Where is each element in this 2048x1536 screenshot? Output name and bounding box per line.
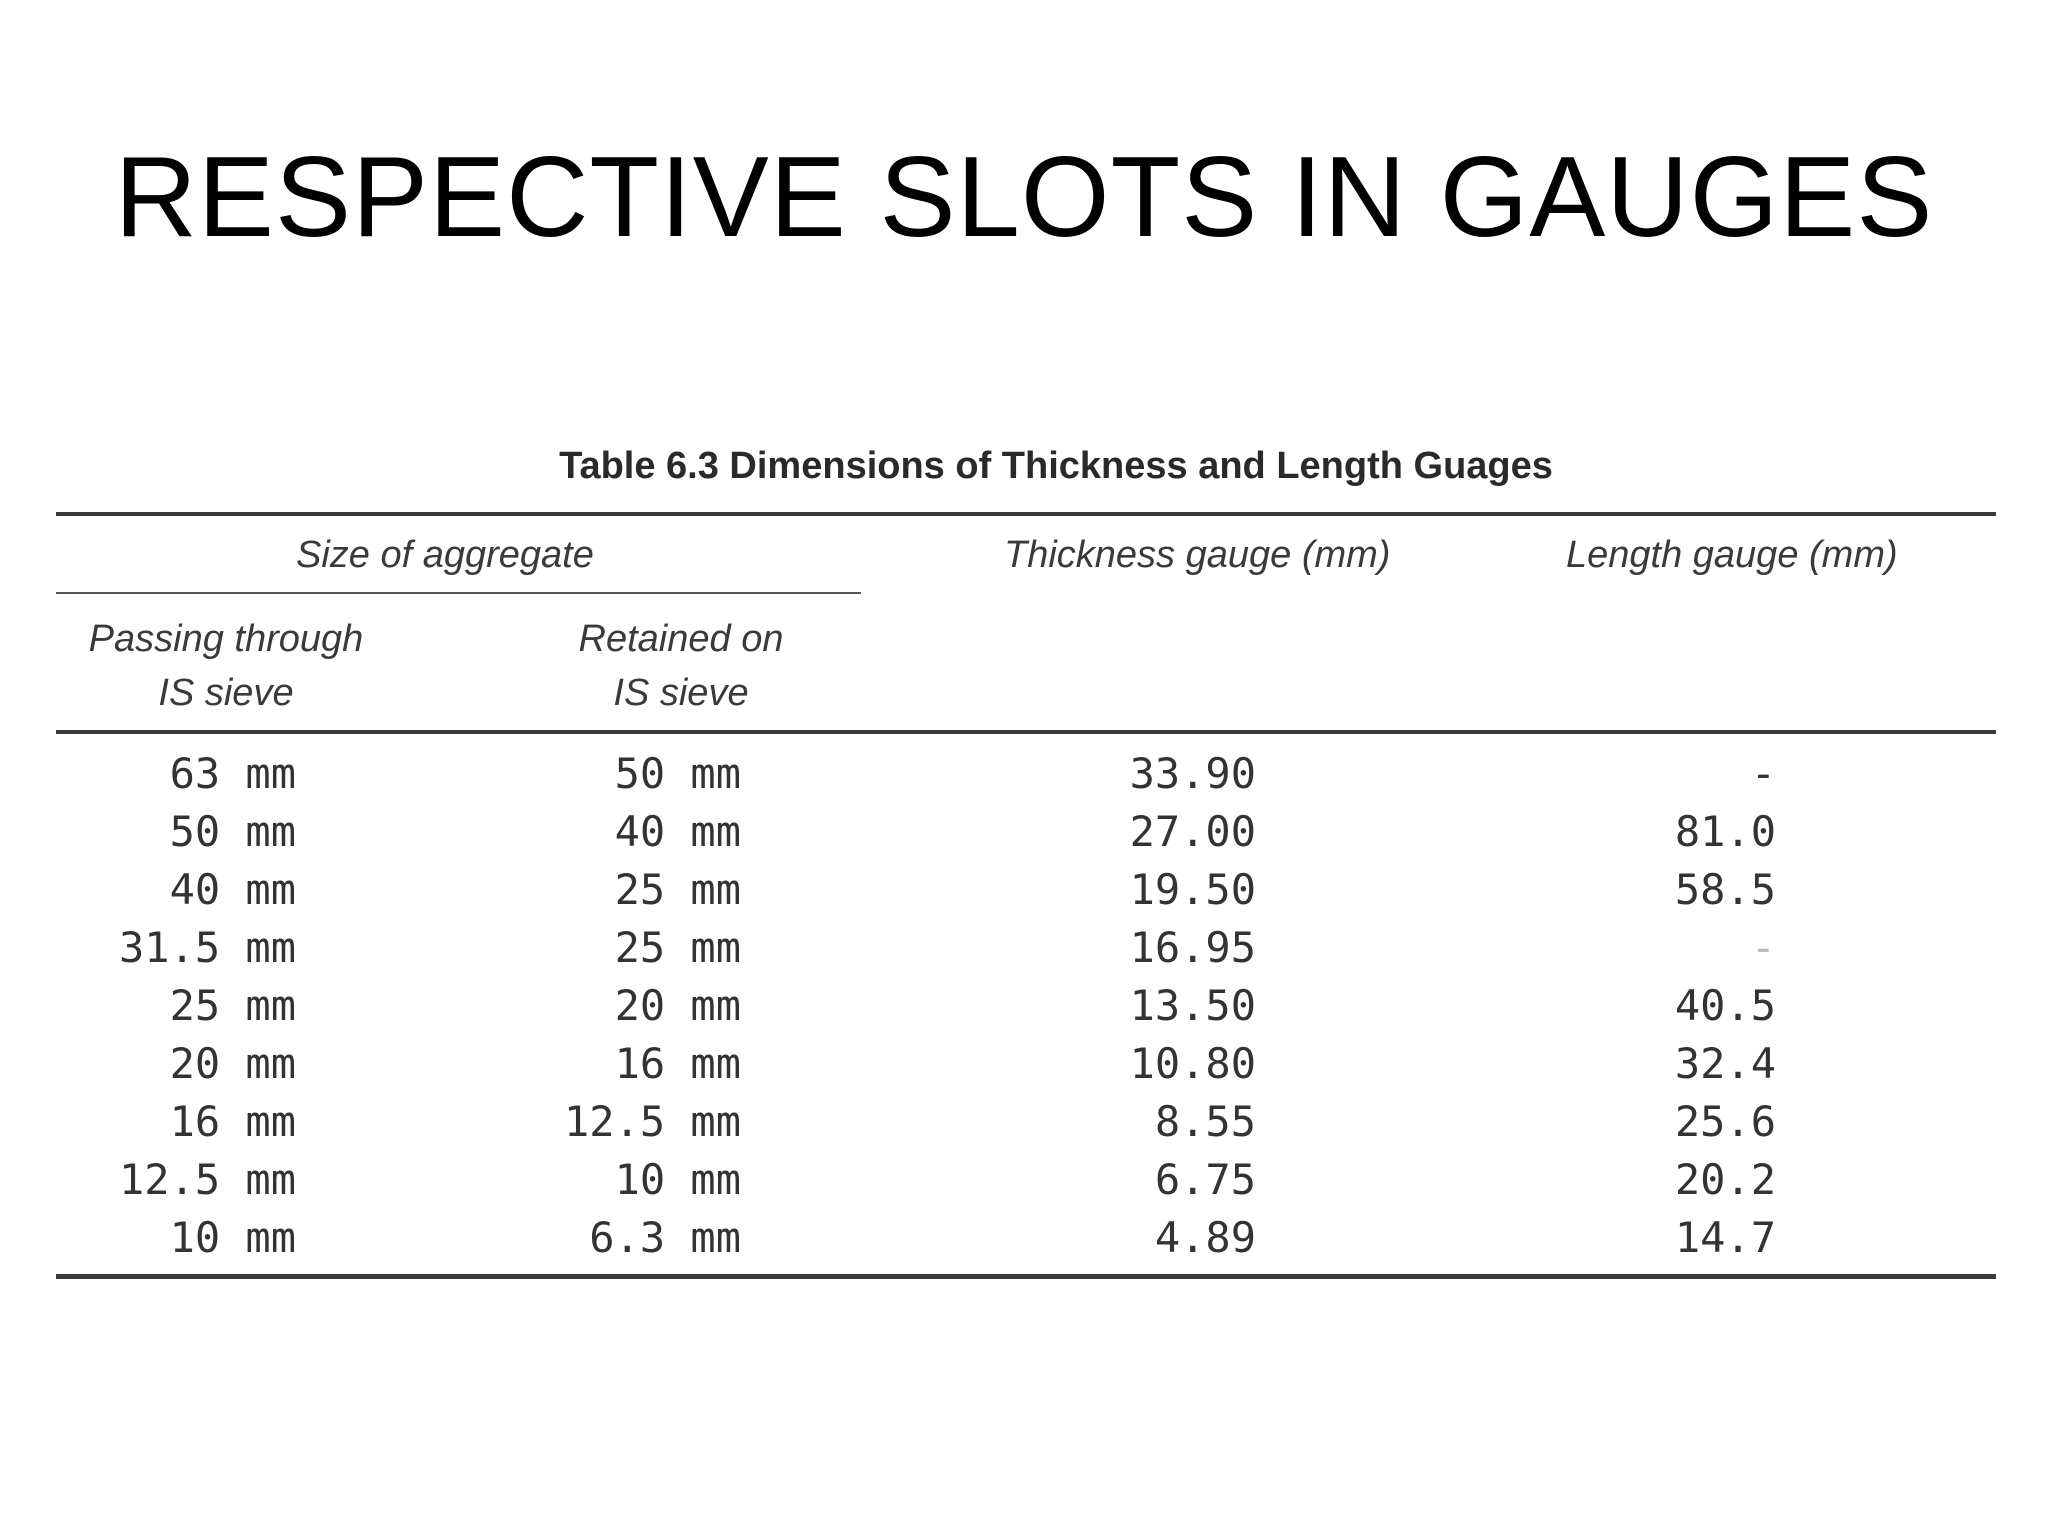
cell-retained: 6.3 mm bbox=[589, 1213, 741, 1262]
cell-length: 32.4 bbox=[1674, 1039, 1776, 1088]
table-body bbox=[56, 745, 1996, 1267]
cell-thickness: 6.75 bbox=[1154, 1155, 1256, 1204]
cell-retained: 20 mm bbox=[614, 981, 741, 1030]
group-header-rule bbox=[56, 592, 861, 594]
cell-thickness: 19.50 bbox=[1129, 865, 1256, 914]
cell-length: 40.5 bbox=[1674, 981, 1776, 1030]
gauge-dimensions-table bbox=[56, 440, 1996, 1262]
cell-length: 58.5 bbox=[1674, 865, 1776, 914]
cell-passing: 12.5 mm bbox=[118, 1155, 296, 1204]
cell-passing: 40 mm bbox=[169, 865, 296, 914]
cell-length: 20.2 bbox=[1674, 1155, 1776, 1204]
table-row bbox=[56, 1151, 1996, 1209]
header-passing-through: Passing through IS sieve bbox=[88, 618, 364, 714]
table-row bbox=[56, 803, 1996, 861]
header-retained-on: Retained on IS sieve bbox=[578, 618, 784, 714]
cell-thickness: 33.90 bbox=[1129, 749, 1256, 798]
cell-length: 25.6 bbox=[1674, 1097, 1776, 1146]
table-row bbox=[56, 745, 1996, 803]
cell-thickness: 13.50 bbox=[1129, 981, 1256, 1030]
cell-length: 14.7 bbox=[1674, 1213, 1776, 1262]
table-caption: Table 6.3 Dimensions of Thickness and Length Guages bbox=[559, 445, 1553, 487]
table-row bbox=[56, 919, 1996, 977]
cell-thickness: 27.00 bbox=[1129, 807, 1256, 856]
cell-retained: 25 mm bbox=[614, 923, 741, 972]
cell-passing: 63 mm bbox=[169, 749, 296, 798]
cell-length: - bbox=[1750, 923, 1776, 972]
cell-retained: 16 mm bbox=[614, 1039, 741, 1088]
table-row bbox=[56, 861, 1996, 919]
cell-retained: 25 mm bbox=[614, 865, 741, 914]
cell-thickness: 16.95 bbox=[1129, 923, 1256, 972]
table-top-rule bbox=[56, 512, 1996, 516]
cell-passing: 16 mm bbox=[169, 1097, 296, 1146]
table-row bbox=[56, 1035, 1996, 1093]
slide-title: RESPECTIVE SLOTS IN GAUGES bbox=[114, 134, 1934, 261]
cell-passing: 50 mm bbox=[169, 807, 296, 856]
cell-retained: 50 mm bbox=[614, 749, 741, 798]
cell-passing: 20 mm bbox=[169, 1039, 296, 1088]
header-length-gauge: Length gauge (mm) bbox=[1566, 534, 1898, 576]
cell-passing: 31.5 mm bbox=[118, 923, 296, 972]
header-thickness-gauge: Thickness gauge (mm) bbox=[1004, 534, 1391, 576]
cell-passing: 10 mm bbox=[169, 1213, 296, 1262]
table-row bbox=[56, 977, 1996, 1035]
cell-passing: 25 mm bbox=[169, 981, 296, 1030]
cell-retained: 40 mm bbox=[614, 807, 741, 856]
table-row bbox=[56, 1209, 1996, 1267]
cell-length: - bbox=[1750, 749, 1776, 798]
cell-retained: 10 mm bbox=[614, 1155, 741, 1204]
table-row bbox=[56, 1093, 1996, 1151]
table-bottom-rule bbox=[56, 1274, 1996, 1279]
cell-thickness: 10.80 bbox=[1129, 1039, 1256, 1088]
header-size-of-aggregate: Size of aggregate bbox=[296, 534, 594, 576]
cell-length: 81.0 bbox=[1674, 807, 1776, 856]
header-bottom-rule bbox=[56, 730, 1996, 734]
cell-retained: 12.5 mm bbox=[563, 1097, 741, 1146]
cell-thickness: 8.55 bbox=[1154, 1097, 1256, 1146]
cell-thickness: 4.89 bbox=[1154, 1213, 1256, 1262]
